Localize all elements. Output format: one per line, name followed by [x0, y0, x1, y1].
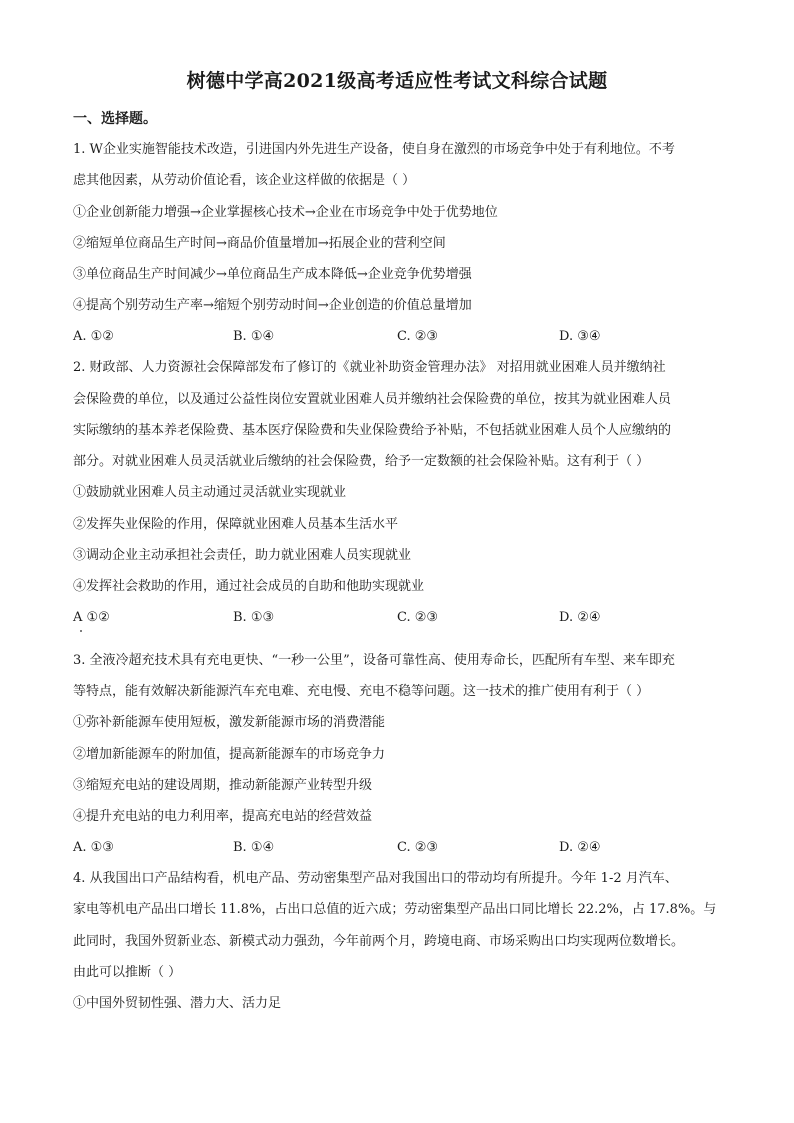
q2-option-c[interactable]: C. ②③	[397, 610, 439, 625]
q1-item-1: ①企业创新能力增强→企业掌握核心技术→企业在市场竞争中处于优势地位	[73, 205, 498, 220]
q3-option-b[interactable]: B. ①④	[233, 840, 275, 855]
q2-item-2: ②发挥失业保险的作用，保障就业困难人员基本生活水平	[73, 517, 399, 532]
q3-stem-line-2: 等特点，能有效解决新能源汽车充电难、充电慢、充电不稳等问题。这一技术的推广使用有利于（ ）	[73, 684, 650, 699]
q1-option-d[interactable]: D. ③④	[559, 329, 601, 344]
q2-stem-line-4: 部分。对就业困难人员灵活就业后缴纳的社会保险费，给予一定数额的社会保险补贴。这有利于（ ）	[73, 454, 650, 469]
q3-option-d[interactable]: D. ②④	[559, 840, 601, 855]
q1-stem-line-1: 1. W企业实施智能技术改造，引进国内外先进生产设备，使自身在激烈的市场竞争中处于有利地位。不考	[73, 142, 675, 157]
q1-options	[73, 329, 733, 345]
q1-item-3: ③单位商品生产时间减少→单位商品生产成本降低→企业竞争优势增强	[73, 267, 472, 282]
q2-item-1: ①鼓励就业困难人员主动通过灵活就业实现就业	[73, 485, 347, 500]
q2-stem-line-2: 会保险费的单位，以及通过公益性岗位安置就业困难人员并缴纳社会保险费的单位，按其为就业困难人员	[73, 392, 672, 407]
q2-option-d[interactable]: D. ②④	[559, 610, 601, 625]
q3-item-3: ③缩短充电站的建设周期，推动新能源产业转型升级	[73, 778, 373, 793]
q3-option-a[interactable]: A. ①③	[73, 840, 114, 855]
section-heading: 一、选择题。	[73, 111, 157, 127]
q1-item-2: ②缩短单位商品生产时间→商品价值量增加→拓展企业的营利空间	[73, 236, 446, 251]
q2-option-a[interactable]: A ①②	[73, 610, 110, 625]
q4-item-1: ①中国外贸韧性强、潜力大、活力足	[73, 996, 282, 1011]
q1-option-b[interactable]: B. ①④	[233, 329, 275, 344]
q3-item-1: ①弥补新能源车使用短板，激发新能源市场的消费潜能	[73, 715, 386, 730]
stray-dot	[80, 630, 82, 632]
exam-title: 树德中学高2021级高考适应性考试文科综合试题	[186, 70, 608, 92]
q4-stem-line-1: 4. 从我国出口产品结构看，机电产品、劳动密集型产品对我国出口的带动均有所提升。今年 1-2 月汽车、	[73, 871, 678, 886]
q4-stem-line-2: 家电等机电产品出口增长 11.8%，占出口总值的近六成；劳动密集型产品出口同比增长 22.2%，占 17.8%。与	[73, 902, 717, 917]
q2-option-b[interactable]: B. ①③	[233, 610, 275, 625]
q3-item-4: ④提升充电站的电力利用率，提高充电站的经营效益	[73, 809, 373, 824]
q3-options	[73, 840, 733, 856]
q2-stem-line-1: 2. 财政部、人力资源社会保障部发布了修订的《就业补助资金管理办法》 对招用就业困难人员并缴纳社	[73, 360, 666, 375]
q2-stem-line-3: 实际缴纳的基本养老保险费、基本医疗保险费和失业保险费给予补贴，不包括就业困难人员个人应缴纳的	[73, 423, 672, 438]
q4-stem-line-4: 由此可以推断（ ）	[73, 965, 182, 980]
q2-item-4: ④发挥社会救助的作用，通过社会成员的自助和他助实现就业	[73, 579, 425, 594]
q3-stem-line-1: 3. 全液冷超充技术具有充电更快、“一秒一公里”，设备可靠性高、使用寿命长，匹配所有车型、来车即充	[73, 653, 675, 668]
q3-option-c[interactable]: C. ②③	[397, 840, 439, 855]
q3-item-2: ②增加新能源车的附加值，提高新能源车的市场竞争力	[73, 747, 386, 762]
q1-option-c[interactable]: C. ②③	[397, 329, 439, 344]
q1-stem-line-2: 虑其他因素，从劳动价值论看，该企业这样做的依据是（ ）	[73, 173, 416, 188]
q1-item-4: ④提高个别劳动生产率→缩短个别劳动时间→企业创造的价值总量增加	[73, 298, 472, 313]
q1-option-a[interactable]: A. ①②	[73, 329, 114, 344]
q4-stem-line-3: 此同时，我国外贸新业态、新模式动力强劲，今年前两个月，跨境电商、市场采购出口均实现两位数增长。	[73, 934, 685, 949]
q2-item-3: ③调动企业主动承担社会责任，助力就业困难人员实现就业	[73, 548, 412, 563]
q2-options	[73, 610, 733, 626]
